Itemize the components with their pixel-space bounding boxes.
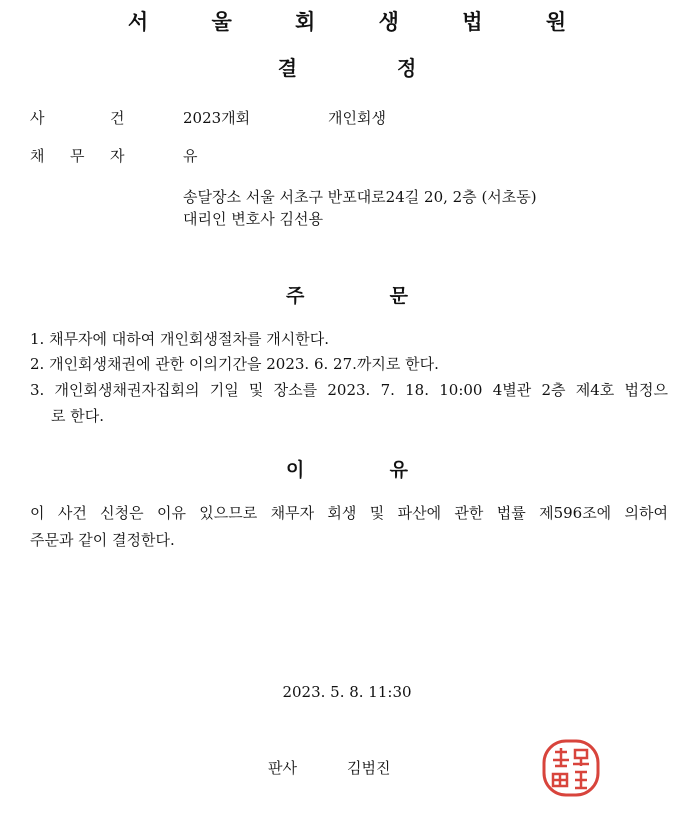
case-number: 2023개회 — [183, 109, 251, 127]
debtor-label-char-3: 자 — [110, 147, 125, 165]
document-type — [0, 52, 694, 81]
case-type: 개인회생 — [328, 109, 386, 127]
court-name: 서 울 회 생 법 원 — [127, 10, 595, 34]
order-item-3-continued: 로 한다. — [51, 407, 105, 425]
order-title-left: 주 — [286, 285, 305, 307]
judge-seal-stamp-icon — [541, 738, 601, 798]
judge-name: 김범진 — [347, 759, 391, 777]
order-item-3: 3. 개인회생채권자집회의 기일 및 장소를 2023. 7. 18. 10:00 4별관 2층 제4호 법정으 — [30, 381, 668, 399]
reason-line-2: 주문과 같이 결정한다. — [30, 531, 175, 549]
debtor-label-char-2: 무 — [70, 147, 85, 165]
order-title-right: 문 — [389, 285, 408, 307]
case-label-char-1: 사 — [30, 109, 45, 127]
judge-label: 판사 — [268, 759, 297, 777]
legal-agent: 대리인 변호사 김선용 — [183, 210, 323, 228]
debtor-label-char-1: 채 — [30, 147, 45, 165]
reason-section-title — [0, 455, 694, 482]
order-item-1: 1. 채무자에 대하여 개인회생절차를 개시한다. — [30, 330, 329, 348]
decision-date-time: 2023. 5. 8. 11:30 — [282, 683, 412, 701]
case-label-char-2: 건 — [110, 109, 125, 127]
document-type-left: 결 — [277, 56, 298, 80]
order-item-2: 2. 개인회생채권에 관한 이의기간을 2023. 6. 27.까지로 한다. — [30, 355, 439, 373]
service-address: 송달장소 서울 서초구 반포대로24길 20, 2층 (서초동) — [183, 188, 537, 206]
debtor-name: 유 — [183, 147, 198, 165]
document-type-right: 정 — [396, 56, 417, 80]
reason-line-1: 이 사건 신청은 이유 있으므로 채무자 회생 및 파산에 관한 법률 제596조에 의하여 — [30, 504, 668, 522]
reason-title-left: 이 — [286, 459, 305, 481]
order-section-title — [0, 281, 694, 308]
reason-title-right: 유 — [389, 459, 408, 481]
